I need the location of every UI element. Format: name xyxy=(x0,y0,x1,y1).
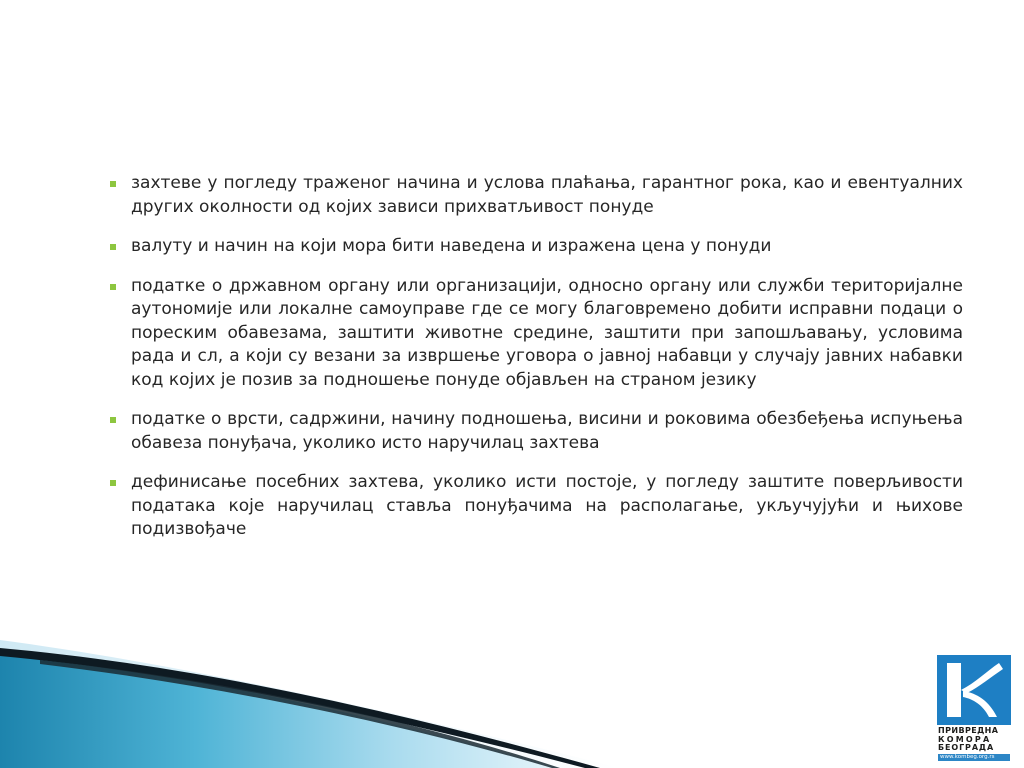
chamber-logo xyxy=(937,655,1011,761)
bullet-list xyxy=(110,172,963,542)
wave-light-band xyxy=(0,640,620,768)
list-item xyxy=(110,275,963,393)
bullet-square-icon xyxy=(110,244,116,250)
list-item-text: валуту и начин на који мора бити наведена и изражена цена у понуди xyxy=(131,236,772,256)
chamber-logo-icon xyxy=(937,655,1011,725)
list-item-text: податке о државном органу или организацији, односно органу или служби територијалне аутономије или локалне самоуправе где се могу благовремено добити исправни подаци о пореским обавезама, заштити животне средине, заштити при запошљавању, условима рада и сл, а који су везани за извршење уговора о јавној набавци у случају јавних набавки код којих је позив за подношење понуде објављен на страном језику xyxy=(131,275,963,390)
wave-dark-line xyxy=(0,648,600,768)
list-item-text: захтеве у погледу траженог начина и услова плаћања, гарантног рока, као и евентуалних других околности од којих зависи прихватљивост понуде xyxy=(131,173,963,217)
bullet-square-icon xyxy=(110,181,116,187)
list-item-text: дефинисање посебних захтева, уколико исти постоје, у погледу заштите поверљивости података које наручилац ставља понуђачима на располагање, укључујући и њихове подизвођаче xyxy=(131,472,963,539)
bullet-square-icon xyxy=(110,417,116,423)
logo-line-3: БЕОГРАДА xyxy=(938,743,995,752)
chamber-logo-text xyxy=(937,727,1011,761)
list-item xyxy=(110,471,963,542)
list-item xyxy=(110,235,963,259)
wave-blue-band xyxy=(0,652,560,768)
bullet-content xyxy=(110,172,963,558)
logo-url: www.kombeg.org.rs xyxy=(938,754,1010,761)
list-item xyxy=(110,172,963,219)
list-item-text: податке о врсти, садржини, начину подношења, висини и роковима обезбеђења испуњења обавеза понуђача, уколико исто наручилац захтева xyxy=(131,409,963,453)
bullet-square-icon xyxy=(110,284,116,290)
bullet-square-icon xyxy=(110,480,116,486)
logo-line-1: ПРИВРЕДНА xyxy=(938,726,999,735)
list-item xyxy=(110,408,963,455)
logo-line-2: КОМОРА xyxy=(938,734,992,744)
wave-dark-line-thin xyxy=(40,660,560,768)
